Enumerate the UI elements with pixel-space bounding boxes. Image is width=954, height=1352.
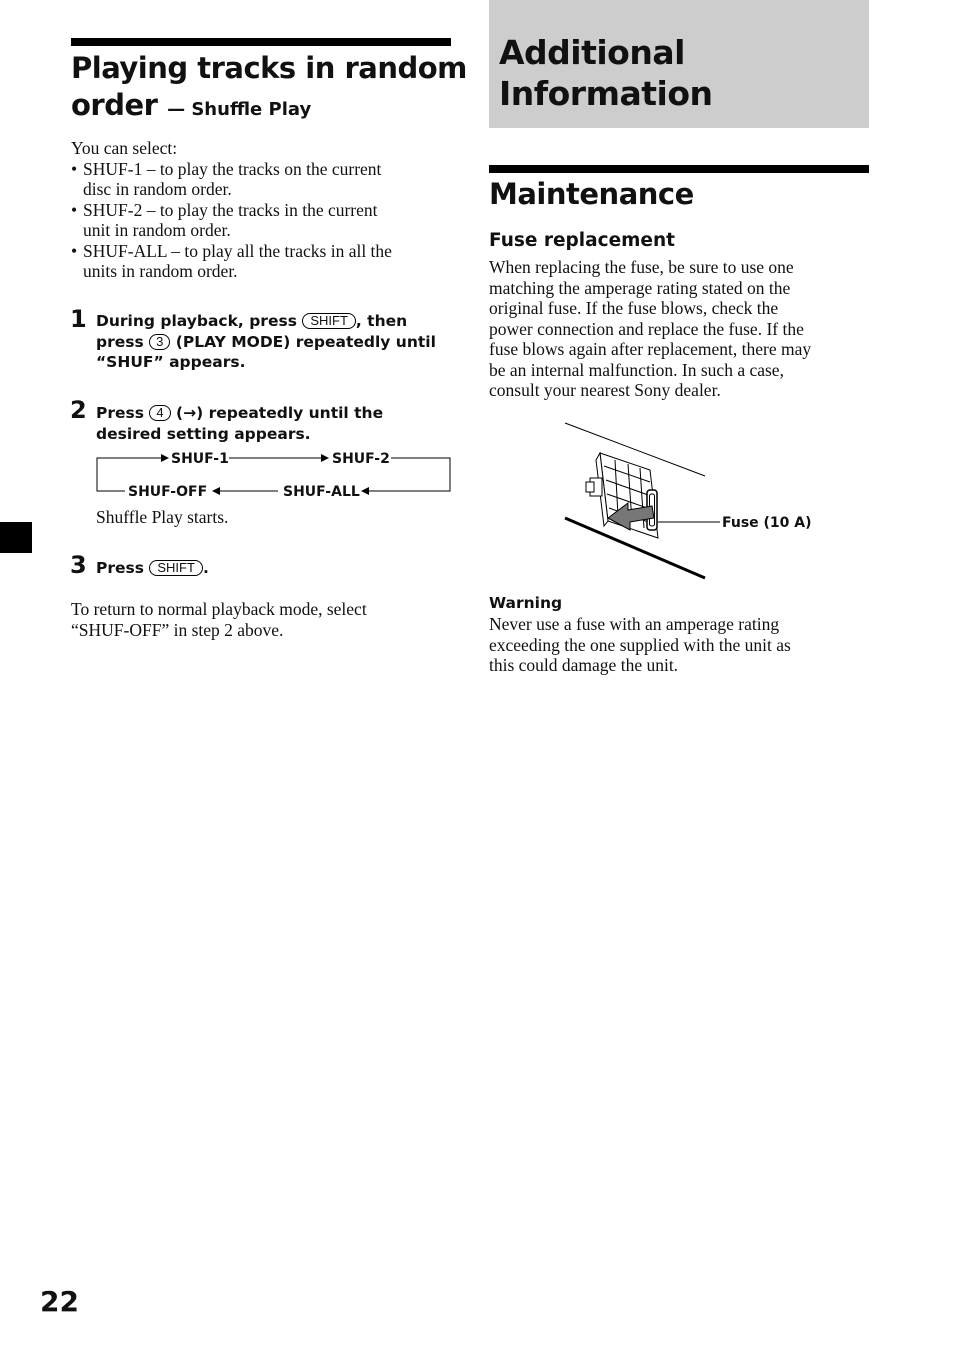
shift-key: SHIFT xyxy=(302,313,356,329)
return-instructions: To return to normal playback mode, select “SHUF-OFF” in step 2 above. xyxy=(71,599,367,640)
section-subtitle: — Shuffle Play xyxy=(167,99,312,120)
shuffle-starts-text: Shuffle Play starts. xyxy=(96,507,229,527)
warning-title: Warning xyxy=(489,594,563,612)
section-rule-left xyxy=(71,38,451,46)
fuse-label: Fuse (10 A) xyxy=(722,515,812,531)
fuse-paragraph: When replacing the fuse, be sure to use one matching the amperage rating stated on the original fuse. If the fuse blows, check the power connection and replace the fuse. If the fuse blows again after replacement, there may be an internal malfunction. In such a case, consult your nearest Sony dealer. xyxy=(489,257,812,400)
step-3-text: Press SHIFT . xyxy=(96,559,209,577)
flow-shuf-off: SHUF-OFF xyxy=(128,484,208,500)
right-arrow-icon: (→) xyxy=(176,404,204,422)
list-item: • SHUF-1 – to play the tracks on the current disc in random order. xyxy=(71,158,382,199)
flow-shuf-2: SHUF-2 xyxy=(332,451,390,467)
warning-text: Never use a fuse with an amperage rating exceeding the one supplied with the unit as this could damage the unit. xyxy=(489,614,791,675)
step-2-text: Press 4 (→) repeatedly until the desired setting appears. xyxy=(96,404,384,443)
page-number: 22 xyxy=(40,1285,79,1318)
list-item: • SHUF-2 – to play the tracks in the current unit in random order. xyxy=(71,199,378,240)
step-3-number: 3 xyxy=(70,551,87,579)
section-title-line2: order — Shuffle Play xyxy=(71,88,312,122)
step-1-number: 1 xyxy=(70,305,87,333)
chapter-tab-marker xyxy=(0,522,32,553)
shift-key: SHIFT xyxy=(149,560,203,576)
key-3: 3 xyxy=(149,334,170,350)
section-rule-right xyxy=(489,165,869,173)
intro-block xyxy=(71,138,451,282)
chapter-title: Additional Information xyxy=(499,33,713,113)
section-title-line1: Playing tracks in random xyxy=(71,51,467,85)
flow-shuf-1: SHUF-1 xyxy=(171,451,229,467)
key-4: 4 xyxy=(149,405,170,421)
step-2-number: 2 xyxy=(70,396,87,424)
maintenance-heading: Maintenance xyxy=(489,177,694,211)
list-item: • SHUF-ALL – to play all the tracks in all the units in random order. xyxy=(71,240,392,281)
fuse-illustration xyxy=(560,418,720,583)
fuse-replacement-heading: Fuse replacement xyxy=(489,230,675,251)
intro-text: You can select: xyxy=(71,138,178,158)
section-title xyxy=(71,50,467,128)
step-1-text: During playback, press SHIFT , then press 3 (PLAY MODE) repeatedly until “SHUF” appears. xyxy=(96,312,436,371)
flow-shuf-all: SHUF-ALL xyxy=(283,484,360,500)
